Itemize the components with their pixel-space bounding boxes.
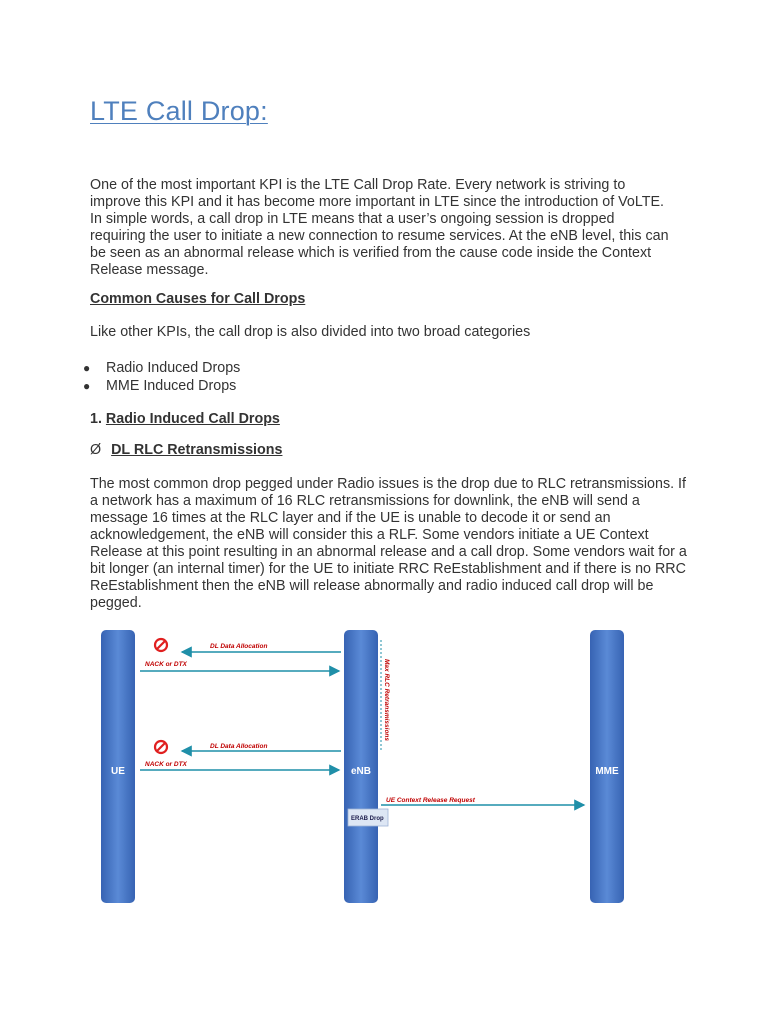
dl-data-allocation-label: DL Data Allocation [210, 743, 268, 750]
bullet-icon: ● [83, 361, 91, 375]
section1-number: 1. [90, 411, 102, 427]
section1-title: Radio Induced Call Drops [105, 411, 280, 427]
enb-label: eNB [350, 766, 372, 777]
subsection-bullet: Ø [90, 442, 102, 458]
intro-paragraph: One of the most important KPI is the LTE Call Drop Rate. Every network is striving to improve this KPI and it has become more important in LTE since the introduction of VoLTE. In simple words, a call drop in LTE means that a user’s ongoing session is dropped requiring the user to initiate a new connection to resume services. At the eNB level, this can be seen as an abnormal release which is verified from the cause code inside the Context Release message. [90, 177, 669, 278]
erab-drop-label: ERAB Drop [351, 816, 384, 822]
no-entry-icon [155, 741, 167, 753]
ue-label: UE [111, 766, 125, 777]
common-causes-heading-text: Common Causes for Call Drops [90, 291, 306, 307]
page-title: LTE Call Drop: [90, 96, 268, 126]
list-item-label: MME Induced Drops [106, 378, 237, 394]
bullet-icon: ● [83, 379, 91, 393]
categories-intro: Like other KPIs, the call drop is also divided into two broad categories [90, 324, 531, 340]
nack-label: NACK or DTX [145, 661, 187, 668]
max-retx-label: Max RLC Retransmissions [383, 659, 390, 741]
no-entry-icon [155, 639, 167, 651]
list-item-label: Radio Induced Drops [106, 360, 241, 376]
mme-label: MME [595, 766, 619, 777]
nack-label: NACK or DTX [145, 761, 187, 768]
subsection-title: DL RLC Retransmissions [111, 442, 283, 458]
dl-data-allocation-label: DL Data Allocation [210, 643, 268, 650]
context-release-label: UE Context Release Request [386, 797, 475, 804]
rlc-paragraph: The most common drop pegged under Radio issues is the drop due to RLC retransmissions. If a network has a maximum of 16 RLC retransmissions for downlink, the eNB will send a message 16 times at the RLC layer and if the UE is unable to decode it or send an acknowledgement, the eNB will consider this a RLF. Some vendors initiate a UE Context Release at this point resulting in an abnormal release and a call drop. Some vendors wait for a bit longer (an internal timer) for the UE to initiate RRC ReEstablishment and if there is no RRC ReEstablishment then the eNB will release abnormally and radio induced call drop will be pegged. [90, 476, 687, 611]
